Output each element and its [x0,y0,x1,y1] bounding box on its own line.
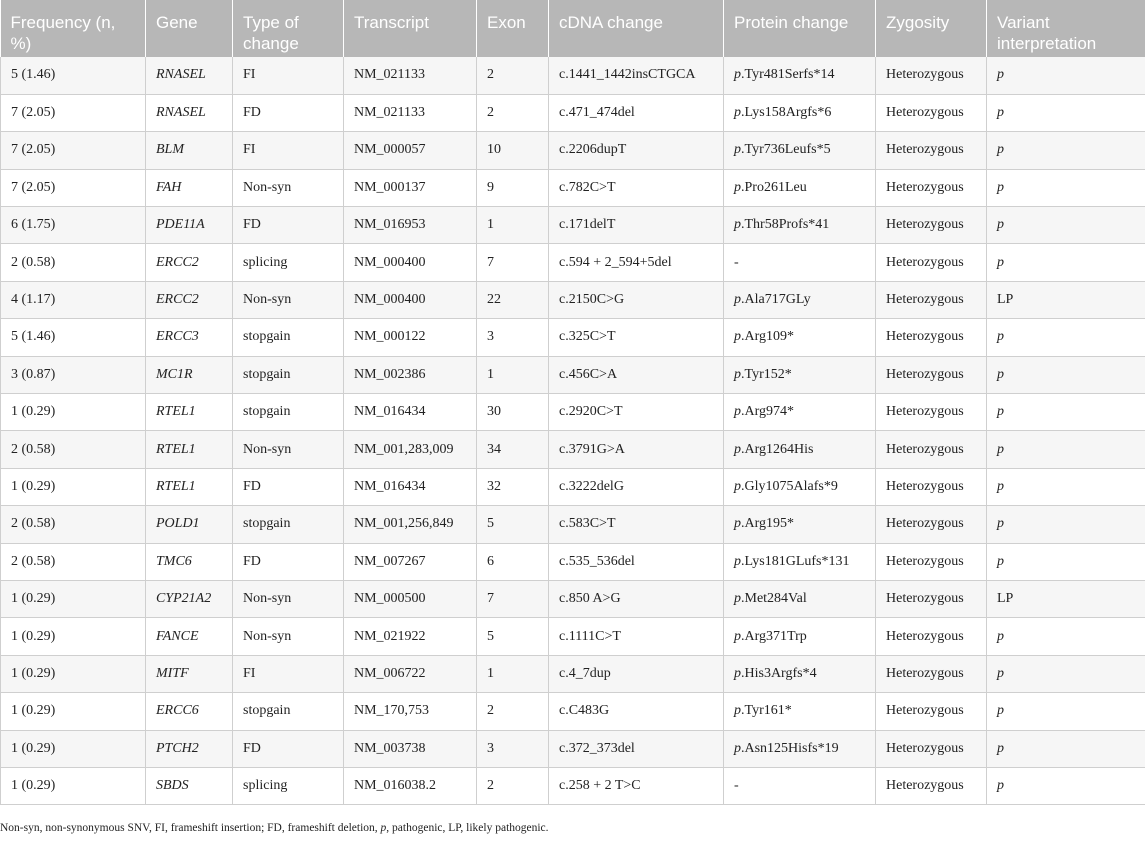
cell-zygosity: Heterozygous [876,57,987,94]
protein-change-text: .Pro261Leu [741,179,807,195]
table-row [1,730,1145,767]
cell-zygosity: Heterozygous [876,281,987,318]
table-row [1,132,1145,169]
cell-frequency: 5 (1.46) [1,319,146,356]
protein-change-text: .Tyr152* [741,366,792,382]
header-gene: Gene [146,0,233,57]
table-row [1,281,1145,318]
protein-change-text: .Ala717GLy [741,292,811,308]
cell-type-of-change: stopgain [233,506,344,543]
cell-cdna-change: c.171delT [549,207,724,244]
cell-transcript: NM_001,283,009 [344,431,477,468]
cell-cdna-change: c.2920C>T [549,394,724,431]
protein-prefix: p [734,516,741,532]
cell-zygosity: Heterozygous [876,693,987,730]
cell-frequency: 4 (1.17) [1,281,146,318]
cell-exon: 22 [477,281,549,318]
cell-exon: 2 [477,94,549,131]
protein-prefix: p [734,142,741,158]
table-row [1,431,1145,468]
table-row [1,319,1145,356]
cell-cdna-change: c.850 A>G [549,580,724,617]
cell-gene: RTEL1 [146,394,233,431]
cell-variant-interpretation: p [987,506,1145,543]
cell-type-of-change: splicing [233,767,344,804]
protein-prefix: p [734,740,741,756]
cell-transcript: NM_000500 [344,580,477,617]
table-row [1,580,1145,617]
protein-prefix: p [734,478,741,494]
protein-change-text: .Arg1264His [741,441,814,457]
table-row [1,767,1145,804]
cell-cdna-change: c.372_373del [549,730,724,767]
cell-variant-interpretation: p [987,655,1145,692]
cell-zygosity: Heterozygous [876,431,987,468]
cell-variant-interpretation: p [987,693,1145,730]
cell-exon: 32 [477,468,549,505]
cell-protein-change [724,94,876,131]
cell-exon: 1 [477,655,549,692]
cell-type-of-change: Non-syn [233,618,344,655]
cell-cdna-change: c.583C>T [549,506,724,543]
cell-frequency: 6 (1.75) [1,207,146,244]
cell-protein-change [724,394,876,431]
cell-gene: CYP21A2 [146,580,233,617]
table-header [1,0,1145,57]
protein-change-text: .Tyr161* [741,703,792,719]
protein-prefix: p [734,404,741,420]
cell-zygosity: Heterozygous [876,132,987,169]
table-body [1,57,1145,805]
cell-zygosity: Heterozygous [876,169,987,206]
cell-transcript: NM_000400 [344,281,477,318]
cell-protein-change [724,580,876,617]
cell-type-of-change: Non-syn [233,580,344,617]
protein-prefix: p [734,179,741,195]
cell-exon: 10 [477,132,549,169]
cell-protein-change [724,543,876,580]
protein-prefix: p [734,292,741,308]
cell-exon: 7 [477,580,549,617]
header-transcript: Transcript [344,0,477,57]
footnote-text-1: Non-syn, non-synonymous SNV, FI, frameshift insertion; FD, frameshift deletion, [0,822,381,834]
cell-type-of-change: FD [233,543,344,580]
cell-zygosity: Heterozygous [876,394,987,431]
cell-frequency: 1 (0.29) [1,618,146,655]
cell-gene: ERCC6 [146,693,233,730]
header-exon: Exon [477,0,549,57]
cell-gene: ERCC2 [146,281,233,318]
table-footnote [0,822,549,834]
header-variant-interpretation: Variant interpretation [987,0,1145,57]
cell-protein-change [724,319,876,356]
cell-variant-interpretation: LP [987,580,1145,617]
cell-frequency: 7 (2.05) [1,132,146,169]
table-row [1,506,1145,543]
cell-protein-change [724,431,876,468]
cell-cdna-change: c.325C>T [549,319,724,356]
cell-cdna-change: c.1441_1442insCTGCA [549,57,724,94]
protein-change-text: .Thr58Profs*41 [741,217,830,233]
cell-type-of-change: FD [233,730,344,767]
cell-type-of-change: FI [233,57,344,94]
cell-protein-change [724,618,876,655]
cell-transcript: NM_021922 [344,618,477,655]
cell-transcript: NM_000057 [344,132,477,169]
cell-exon: 9 [477,169,549,206]
cell-type-of-change: FI [233,655,344,692]
cell-frequency: 1 (0.29) [1,580,146,617]
table-row [1,468,1145,505]
cell-gene: SBDS [146,767,233,804]
protein-change-text: .Gly1075Alafs*9 [741,478,838,494]
cell-exon: 1 [477,356,549,393]
protein-prefix: p [734,67,741,83]
cell-protein-change [724,281,876,318]
cell-frequency: 3 (0.87) [1,356,146,393]
cell-frequency: 1 (0.29) [1,767,146,804]
cell-zygosity: Heterozygous [876,468,987,505]
cell-gene: BLM [146,132,233,169]
cell-type-of-change: stopgain [233,394,344,431]
cell-cdna-change: c.1111C>T [549,618,724,655]
cell-exon: 34 [477,431,549,468]
cell-type-of-change: FD [233,94,344,131]
cell-cdna-change: c.471_474del [549,94,724,131]
cell-variant-interpretation: p [987,730,1145,767]
cell-transcript: NM_006722 [344,655,477,692]
header-frequency: Frequency (n, %) [1,0,146,57]
protein-change-text: .Arg109* [741,329,795,345]
protein-change-text: .Met284Val [741,591,807,607]
cell-gene: PDE11A [146,207,233,244]
cell-exon: 3 [477,319,549,356]
cell-cdna-change: c.C483G [549,693,724,730]
cell-frequency: 7 (2.05) [1,94,146,131]
protein-prefix: p [734,329,741,345]
cell-transcript: NM_000400 [344,244,477,281]
cell-variant-interpretation: p [987,543,1145,580]
cell-protein-change [724,169,876,206]
cell-frequency: 1 (0.29) [1,655,146,692]
cell-gene: RTEL1 [146,431,233,468]
cell-zygosity: Heterozygous [876,767,987,804]
cell-exon: 2 [477,57,549,94]
cell-transcript: NM_016953 [344,207,477,244]
protein-change-text: .Arg974* [741,404,795,420]
cell-protein-change [724,356,876,393]
protein-change-text: .Asn125Hisfs*19 [741,740,839,756]
cell-transcript: NM_016434 [344,468,477,505]
header-row [1,0,1145,57]
cell-cdna-change: c.782C>T [549,169,724,206]
cell-frequency: 1 (0.29) [1,693,146,730]
cell-exon: 2 [477,693,549,730]
cell-zygosity: Heterozygous [876,356,987,393]
cell-protein-change [724,468,876,505]
cell-variant-interpretation: LP [987,281,1145,318]
cell-transcript: NM_021133 [344,94,477,131]
cell-cdna-change: c.2206dupT [549,132,724,169]
table-row [1,57,1145,94]
cell-transcript: NM_021133 [344,57,477,94]
cell-frequency: 5 (1.46) [1,57,146,94]
cell-transcript: NM_007267 [344,543,477,580]
cell-gene: TMC6 [146,543,233,580]
cell-type-of-change: FD [233,468,344,505]
cell-exon: 2 [477,767,549,804]
protein-prefix: p [734,553,741,569]
protein-prefix: p [734,703,741,719]
cell-zygosity: Heterozygous [876,319,987,356]
cell-protein-change [724,655,876,692]
cell-type-of-change: Non-syn [233,169,344,206]
cell-protein-change [724,207,876,244]
cell-cdna-change: c.258 + 2 T>C [549,767,724,804]
protein-change-text: .Arg195* [741,516,795,532]
cell-transcript: NM_016038.2 [344,767,477,804]
cell-zygosity: Heterozygous [876,618,987,655]
protein-change-text: - [734,778,739,794]
table-row [1,94,1145,131]
table-row [1,655,1145,692]
cell-zygosity: Heterozygous [876,506,987,543]
cell-protein-change [724,693,876,730]
cell-variant-interpretation: p [987,356,1145,393]
cell-frequency: 7 (2.05) [1,169,146,206]
protein-change-text: .His3Argfs*4 [741,665,817,681]
cell-type-of-change: FD [233,207,344,244]
cell-transcript: NM_000122 [344,319,477,356]
protein-prefix: p [734,441,741,457]
cell-transcript: NM_000137 [344,169,477,206]
cell-cdna-change: c.2150C>G [549,281,724,318]
cell-variant-interpretation: p [987,132,1145,169]
cell-protein-change [724,767,876,804]
table-row [1,394,1145,431]
cell-gene: ERCC3 [146,319,233,356]
cell-frequency: 2 (0.58) [1,244,146,281]
cell-protein-change [724,244,876,281]
cell-type-of-change: splicing [233,244,344,281]
cell-variant-interpretation: p [987,431,1145,468]
cell-gene: FAH [146,169,233,206]
header-protein-change: Protein change [724,0,876,57]
table-row [1,244,1145,281]
cell-variant-interpretation: p [987,57,1145,94]
protein-change-text: .Lys181GLufs*131 [741,553,850,569]
cell-frequency: 2 (0.58) [1,506,146,543]
protein-prefix: p [734,665,741,681]
footnote-p-symbol: p [380,822,387,834]
cell-zygosity: Heterozygous [876,543,987,580]
cell-type-of-change: FI [233,132,344,169]
cell-zygosity: Heterozygous [876,655,987,692]
cell-transcript: NM_002386 [344,356,477,393]
cell-variant-interpretation: p [987,207,1145,244]
protein-change-text: .Tyr736Leufs*5 [741,142,831,158]
protein-prefix: p [734,591,741,607]
table-row [1,169,1145,206]
cell-protein-change [724,506,876,543]
cell-variant-interpretation: p [987,319,1145,356]
table-row [1,618,1145,655]
table-row [1,543,1145,580]
cell-exon: 3 [477,730,549,767]
cell-transcript: NM_170,753 [344,693,477,730]
cell-type-of-change: Non-syn [233,281,344,318]
cell-variant-interpretation: p [987,468,1145,505]
cell-cdna-change: c.535_536del [549,543,724,580]
cell-zygosity: Heterozygous [876,207,987,244]
cell-exon: 5 [477,506,549,543]
cell-transcript: NM_001,256,849 [344,506,477,543]
cell-gene: POLD1 [146,506,233,543]
cell-transcript: NM_003738 [344,730,477,767]
cell-gene: RTEL1 [146,468,233,505]
cell-cdna-change: c.3222delG [549,468,724,505]
cell-protein-change [724,730,876,767]
cell-cdna-change: c.4_7dup [549,655,724,692]
cell-gene: PTCH2 [146,730,233,767]
cell-gene: RNASEL [146,57,233,94]
header-zygosity: Zygosity [876,0,987,57]
cell-gene: FANCE [146,618,233,655]
protein-prefix: p [734,628,741,644]
protein-prefix: p [734,105,741,121]
protein-change-text: - [734,254,739,270]
cell-type-of-change: stopgain [233,319,344,356]
cell-exon: 5 [477,618,549,655]
protein-change-text: .Tyr481Serfs*14 [741,67,835,83]
cell-gene: MITF [146,655,233,692]
cell-transcript: NM_016434 [344,394,477,431]
cell-variant-interpretation: p [987,394,1145,431]
cell-variant-interpretation: p [987,244,1145,281]
protein-change-text: .Arg371Trp [741,628,807,644]
cell-gene: ERCC2 [146,244,233,281]
cell-variant-interpretation: p [987,767,1145,804]
header-type-of-change: Type of change [233,0,344,57]
cell-frequency: 2 (0.58) [1,543,146,580]
cell-exon: 6 [477,543,549,580]
cell-type-of-change: Non-syn [233,431,344,468]
cell-cdna-change: c.3791G>A [549,431,724,468]
cell-frequency: 1 (0.29) [1,468,146,505]
cell-type-of-change: stopgain [233,693,344,730]
header-cdna-change: cDNA change [549,0,724,57]
table-row [1,693,1145,730]
table-row [1,356,1145,393]
protein-prefix: p [734,217,741,233]
cell-cdna-change: c.456C>A [549,356,724,393]
cell-frequency: 1 (0.29) [1,394,146,431]
cell-zygosity: Heterozygous [876,94,987,131]
cell-protein-change [724,57,876,94]
cell-exon: 1 [477,207,549,244]
cell-exon: 7 [477,244,549,281]
cell-variant-interpretation: p [987,94,1145,131]
cell-zygosity: Heterozygous [876,580,987,617]
cell-type-of-change: stopgain [233,356,344,393]
cell-zygosity: Heterozygous [876,730,987,767]
footnote-text-2: , pathogenic, LP, likely pathogenic. [386,822,549,834]
cell-variant-interpretation: p [987,169,1145,206]
cell-frequency: 2 (0.58) [1,431,146,468]
cell-exon: 30 [477,394,549,431]
cell-zygosity: Heterozygous [876,244,987,281]
cell-cdna-change: c.594 + 2_594+5del [549,244,724,281]
cell-variant-interpretation: p [987,618,1145,655]
cell-frequency: 1 (0.29) [1,730,146,767]
cell-gene: MC1R [146,356,233,393]
cell-protein-change [724,132,876,169]
protein-change-text: .Lys158Argfs*6 [741,105,832,121]
protein-prefix: p [734,366,741,382]
table-row [1,207,1145,244]
cell-gene: RNASEL [146,94,233,131]
